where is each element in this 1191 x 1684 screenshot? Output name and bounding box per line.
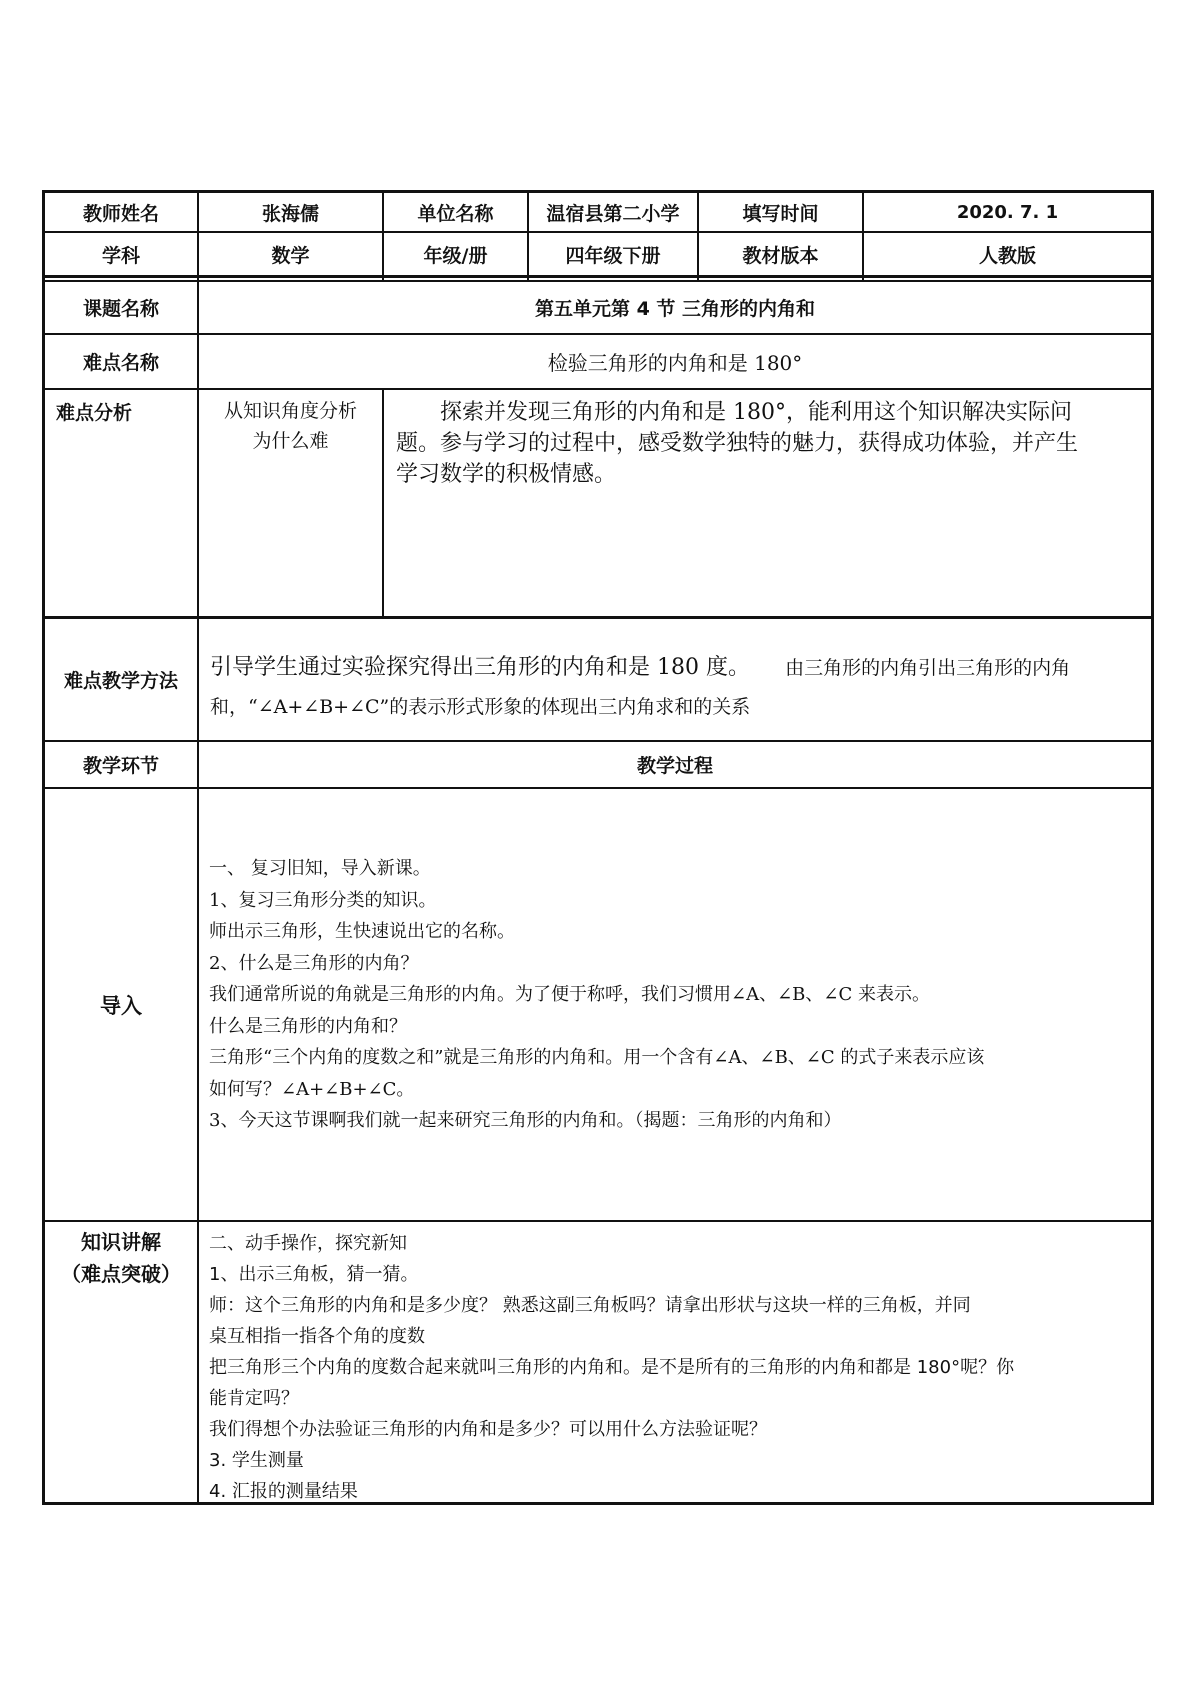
edition-label: 教材版本 [742,244,819,267]
knowledge-line: 4. 汇报的测量结果 [209,1481,358,1502]
grade-label: 年级/册 [423,244,488,267]
method-content [210,650,1146,727]
knowledge-label-line2: （难点突破） [61,1262,181,1286]
subject-value: 数学 [271,244,310,267]
analysis-label: 难点分析 [56,402,133,424]
teaching-process-header: 教学过程 [636,755,713,777]
row-divider [42,1220,1154,1222]
teacher-name-value: 张海儒 [261,202,319,225]
edition-value: 人教版 [978,244,1036,267]
knowledge-content [209,1228,1149,1507]
knowledge-line: 桌互相指一指各个角的度数 [209,1326,425,1347]
analysis-content-line3: 学习数学的积极情感。 [396,462,617,487]
intro-label: 导入 [100,993,142,1018]
teaching-stage-header: 教学环节 [82,755,159,777]
method-line2: 和，“∠A+∠B+∠C”的表示形式形象的体现出三内角求和的关系 [210,696,751,718]
intro-line: 2、什么是三角形的内角？ [209,952,419,974]
analysis-content-line1: 探索并发现三角形的内角和是 180°，能利用这个知识解决实际问 [440,400,1072,425]
knowledge-line: 3. 学生测量 [209,1450,304,1471]
unit-name-value: 温宿县第二小学 [546,202,680,225]
intro-content [209,853,1149,1137]
fill-date-label: 填写时间 [742,202,819,225]
unit-name-label: 单位名称 [417,202,494,225]
knowledge-line: 1、出示三角板，猜一猜。 [209,1264,419,1285]
column-divider [382,388,384,618]
method-line1-main: 引导学生通过实验探究得出三角形的内角和是 180 度。 [210,655,750,680]
method-line1 [210,650,1146,687]
analysis-content [396,397,1146,490]
grade-value: 四年级下册 [565,244,661,267]
topic-label: 课题名称 [82,298,159,320]
analysis-sub-label [199,396,382,456]
method-label: 难点教学方法 [63,670,178,692]
row-divider [42,787,1154,789]
intro-line: 如何写？∠A+∠B+∠C。 [209,1078,415,1100]
row-divider [42,616,1154,619]
knowledge-line: 我们得想个办法验证三角形的内角和是多少？可以用什么方法验证呢？ [209,1419,767,1440]
intro-line: 师出示三角形，生快速说出它的名称。 [209,921,515,942]
method-line1-tail: 由三角形的内角引出三角形的内角 [785,657,1071,679]
analysis-sub-label-line2: 为什么难 [252,430,329,452]
intro-line: 我们通常所说的角就是三角形的内角。为了便于称呼，我们习惯用∠A、∠B、∠C 来表示。 [209,984,930,1005]
intro-line: 一、 复习旧知，导入新课。 [209,858,431,879]
knowledge-line: 把三角形三个内角的度数合起来就叫三角形的内角和。是不是所有的三角形的内角和都是 180°呢？你 [209,1357,1015,1378]
knowledge-line: 二、动手操作，探究新知 [209,1233,407,1254]
topic-value: 第五单元第 4 节 三角形的内角和 [534,298,816,320]
intro-line: 3、今天这节课啊我们就一起来研究三角形的内角和。（揭题：三角形的内角和） [209,1110,842,1131]
knowledge-line: 能肯定吗？ [209,1388,299,1409]
analysis-sub-label-line1: 从知识角度分析 [223,400,357,422]
table-border-right [1151,190,1154,1505]
intro-line: 什么是三角形的内角和？ [209,1015,407,1037]
knowledge-label [45,1226,197,1290]
row-divider [42,275,1154,278]
intro-line: 1、复习三角形分类的知识。 [209,889,437,911]
intro-line: 三角形“三个内角的度数之和”就是三角形的内角和。用一个含有∠A、∠B、∠C 的式子来表示应该 [209,1047,985,1068]
row-divider [42,388,1154,390]
teacher-name-label: 教师姓名 [82,202,159,225]
difficulty-label: 难点名称 [82,352,159,374]
knowledge-line: 师：这个三角形的内角和是多少度？ 熟悉这副三角板吗？请拿出形状与这块一样的三角板，并同 [209,1295,971,1316]
fill-date-value: 2020. 7. 1 [956,201,1059,223]
knowledge-label-line1: 知识讲解 [81,1230,161,1254]
difficulty-value: 检验三角形的内角和是 180° [547,351,803,375]
subject-label: 学科 [101,244,140,267]
analysis-content-line2: 题。参与学习的过程中，感受数学独特的魅力，获得成功体验，并产生 [396,431,1079,456]
